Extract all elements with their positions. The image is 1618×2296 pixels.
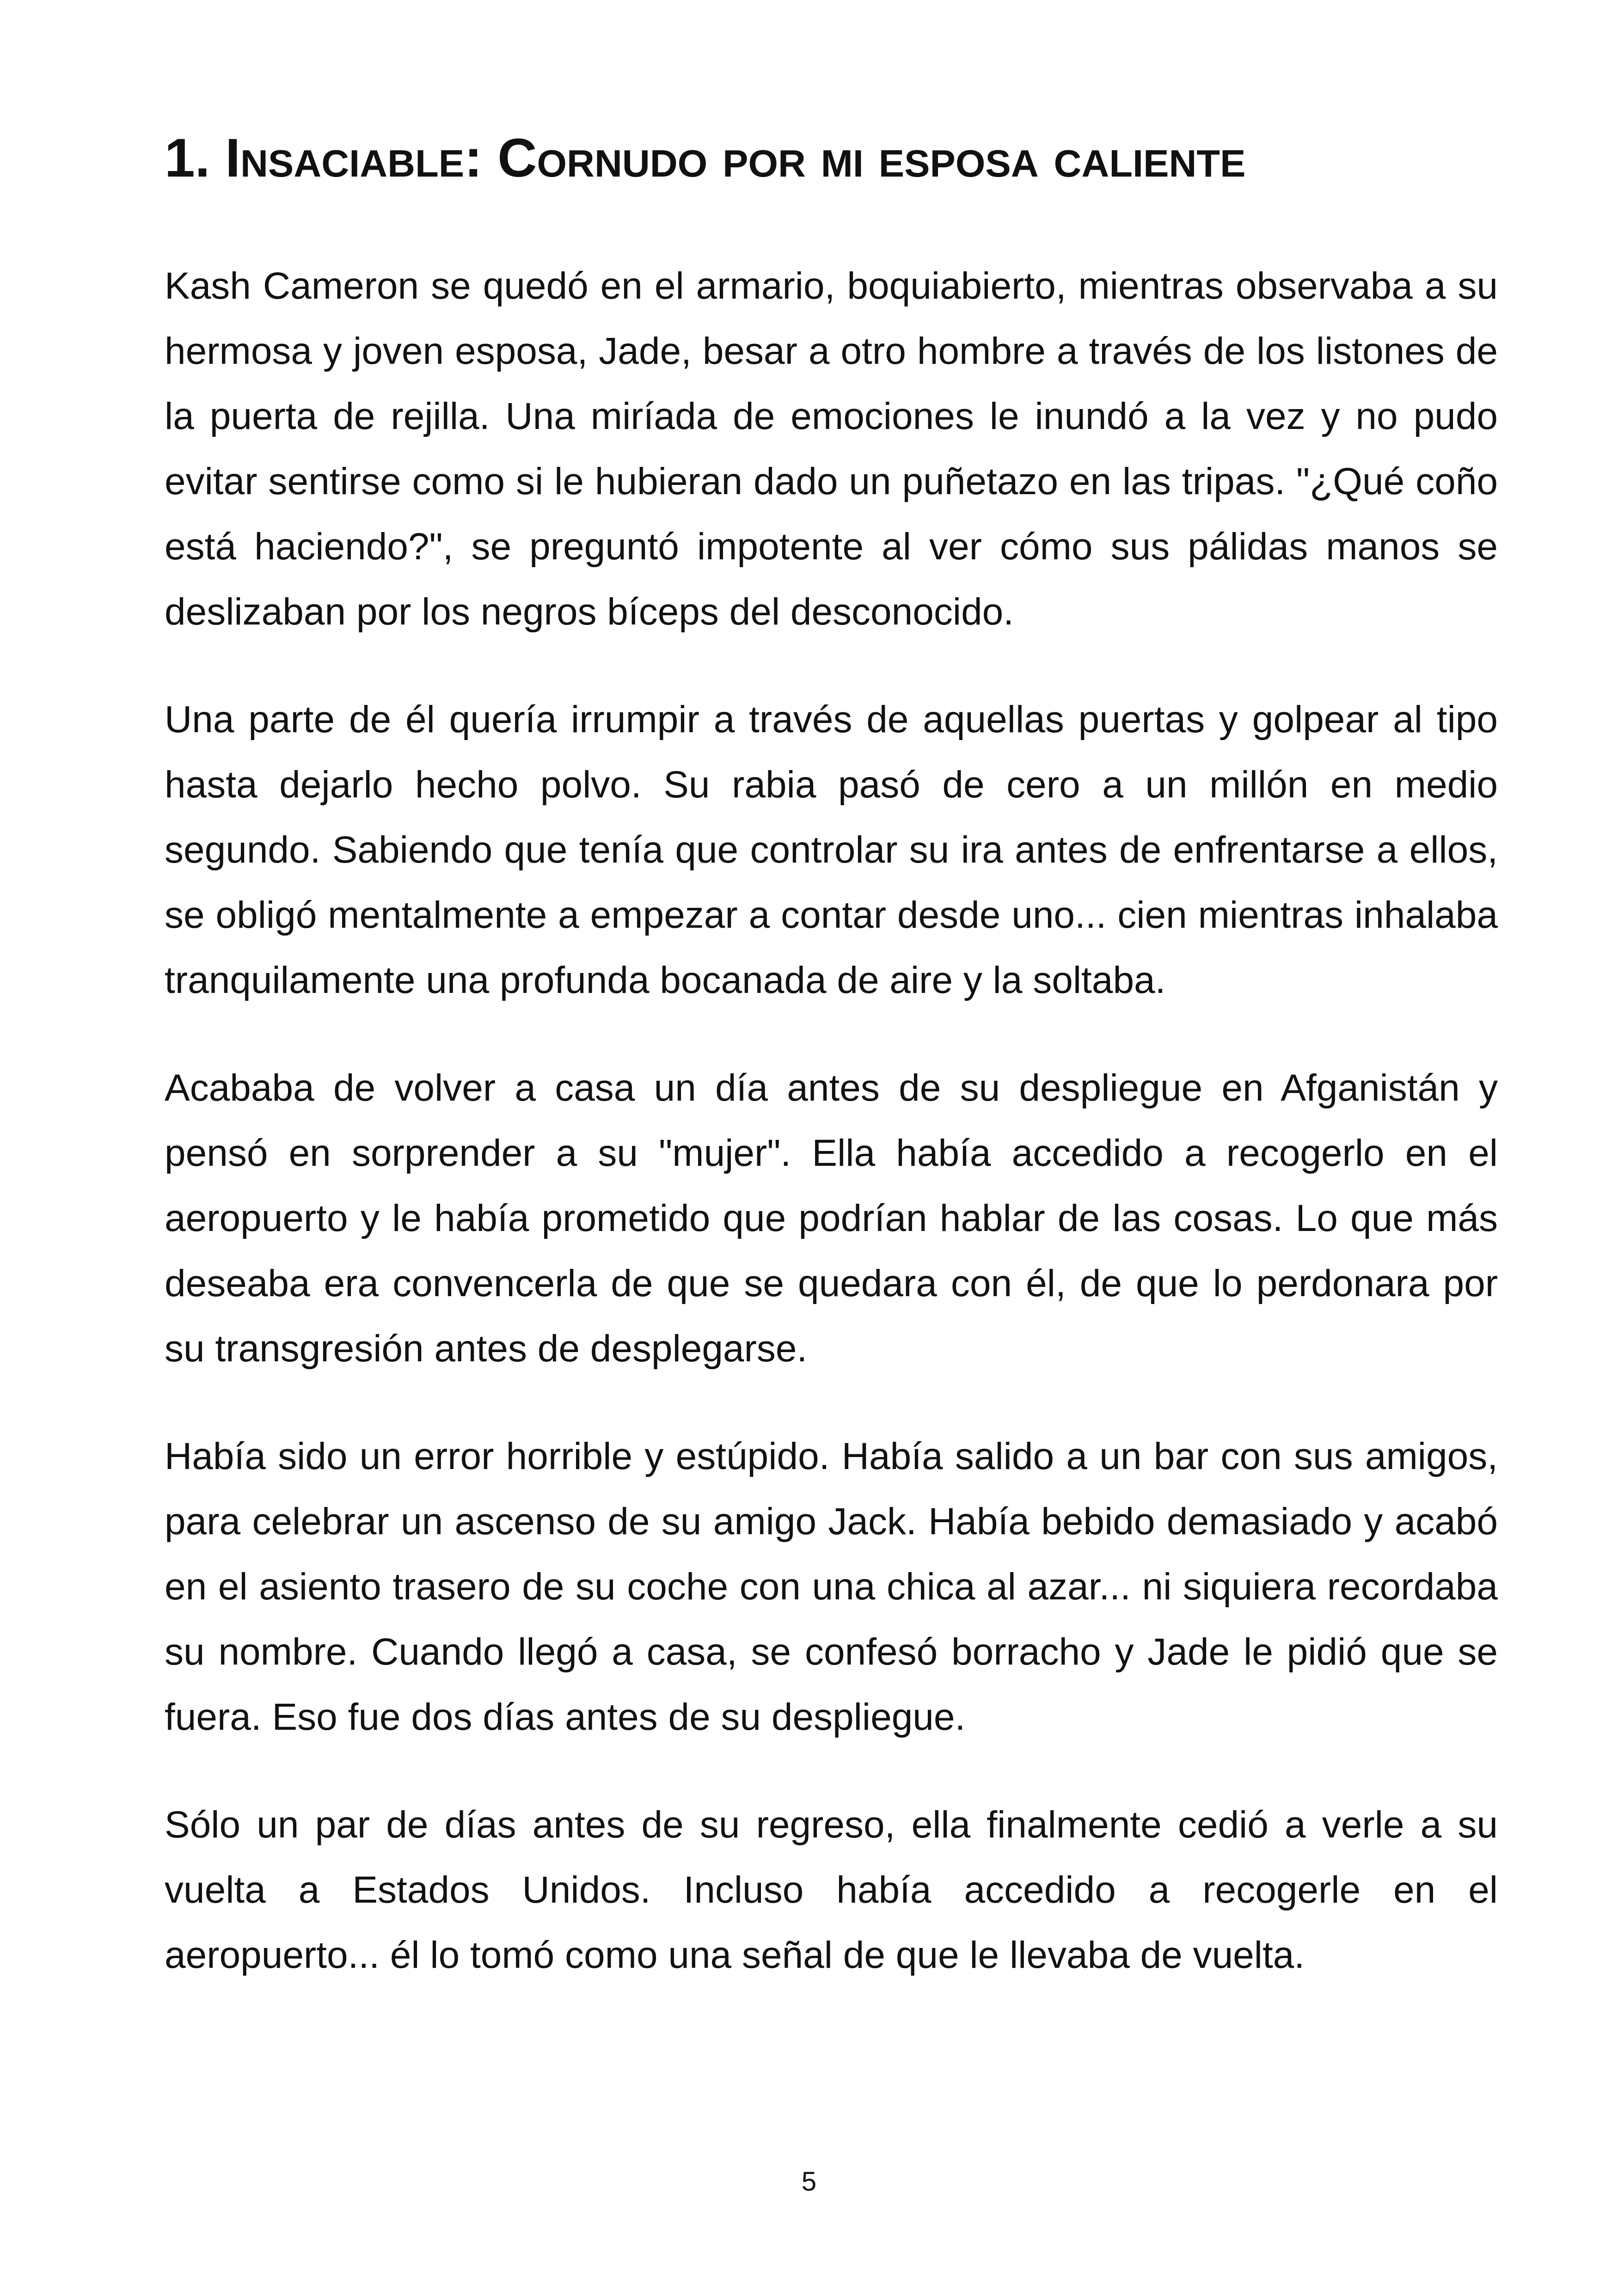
page-number: 5 <box>801 2167 817 2197</box>
paragraph: Había sido un error horrible y estúpido. Había salido a un bar con sus amigos, para celebrar un ascenso de su amigo Jack. Había bebido demasiado y acabó en el asiento trasero de su coche con una chica al azar... ni siquiera recordaba su nombre. Cuando llegó a casa, se confesó borracho y Jade le pidió que se fuera. Eso fue dos días antes de su despliegue. <box>165 1435 1498 1738</box>
paragraph: Una parte de él quería irrumpir a través de aquellas puertas y golpear al tipo hasta dejarlo hecho polvo. Su rabia pasó de cero a un millón en medio segundo. Sabiendo que tenía que controlar su ira antes de enfrentarse a ellos, se obligó mentalmente a empezar a contar desde uno... cien mientras inhalaba tranquilamente una profunda bocanada de aire y la soltaba. <box>165 698 1498 1001</box>
paragraph: Sólo un par de días antes de su regreso, ella finalmente cedió a verle a su vuelta a Estados Unidos. Incluso había accedido a recogerle en el aeropuerto... él lo tomó como una señal de que le llevaba de vuelta. <box>165 1804 1498 1976</box>
paragraph: Kash Cameron se quedó en el armario, boquiabierto, mientras observaba a su hermosa y joven esposa, Jade, besar a otro hombre a través de los listones de la puerta de rejilla. Una miríada de emociones le inundó a la vez y no pudo evitar sentirse como si le hubieran dado un puñetazo en las tripas. "¿Qué coño está haciendo?", se preguntó impotente al ver cómo sus pálidas manos se deslizaban por los negros bíceps del desconocido. <box>165 265 1498 633</box>
chapter-body <box>165 253 1498 2030</box>
chapter-title: 1. Insaciable: Cornudo por mi esposa caliente <box>165 128 1246 189</box>
paragraph: Acababa de volver a casa un día antes de su despliegue en Afganistán y pensó en sorprender a su "mujer". Ella había accedido a recogerlo en el aeropuerto y le había prometido que podrían hablar de las cosas. Lo que más deseaba era convencerla de que se quedara con él, de que lo perdonara por su transgresión antes de desplegarse. <box>165 1067 1498 1370</box>
